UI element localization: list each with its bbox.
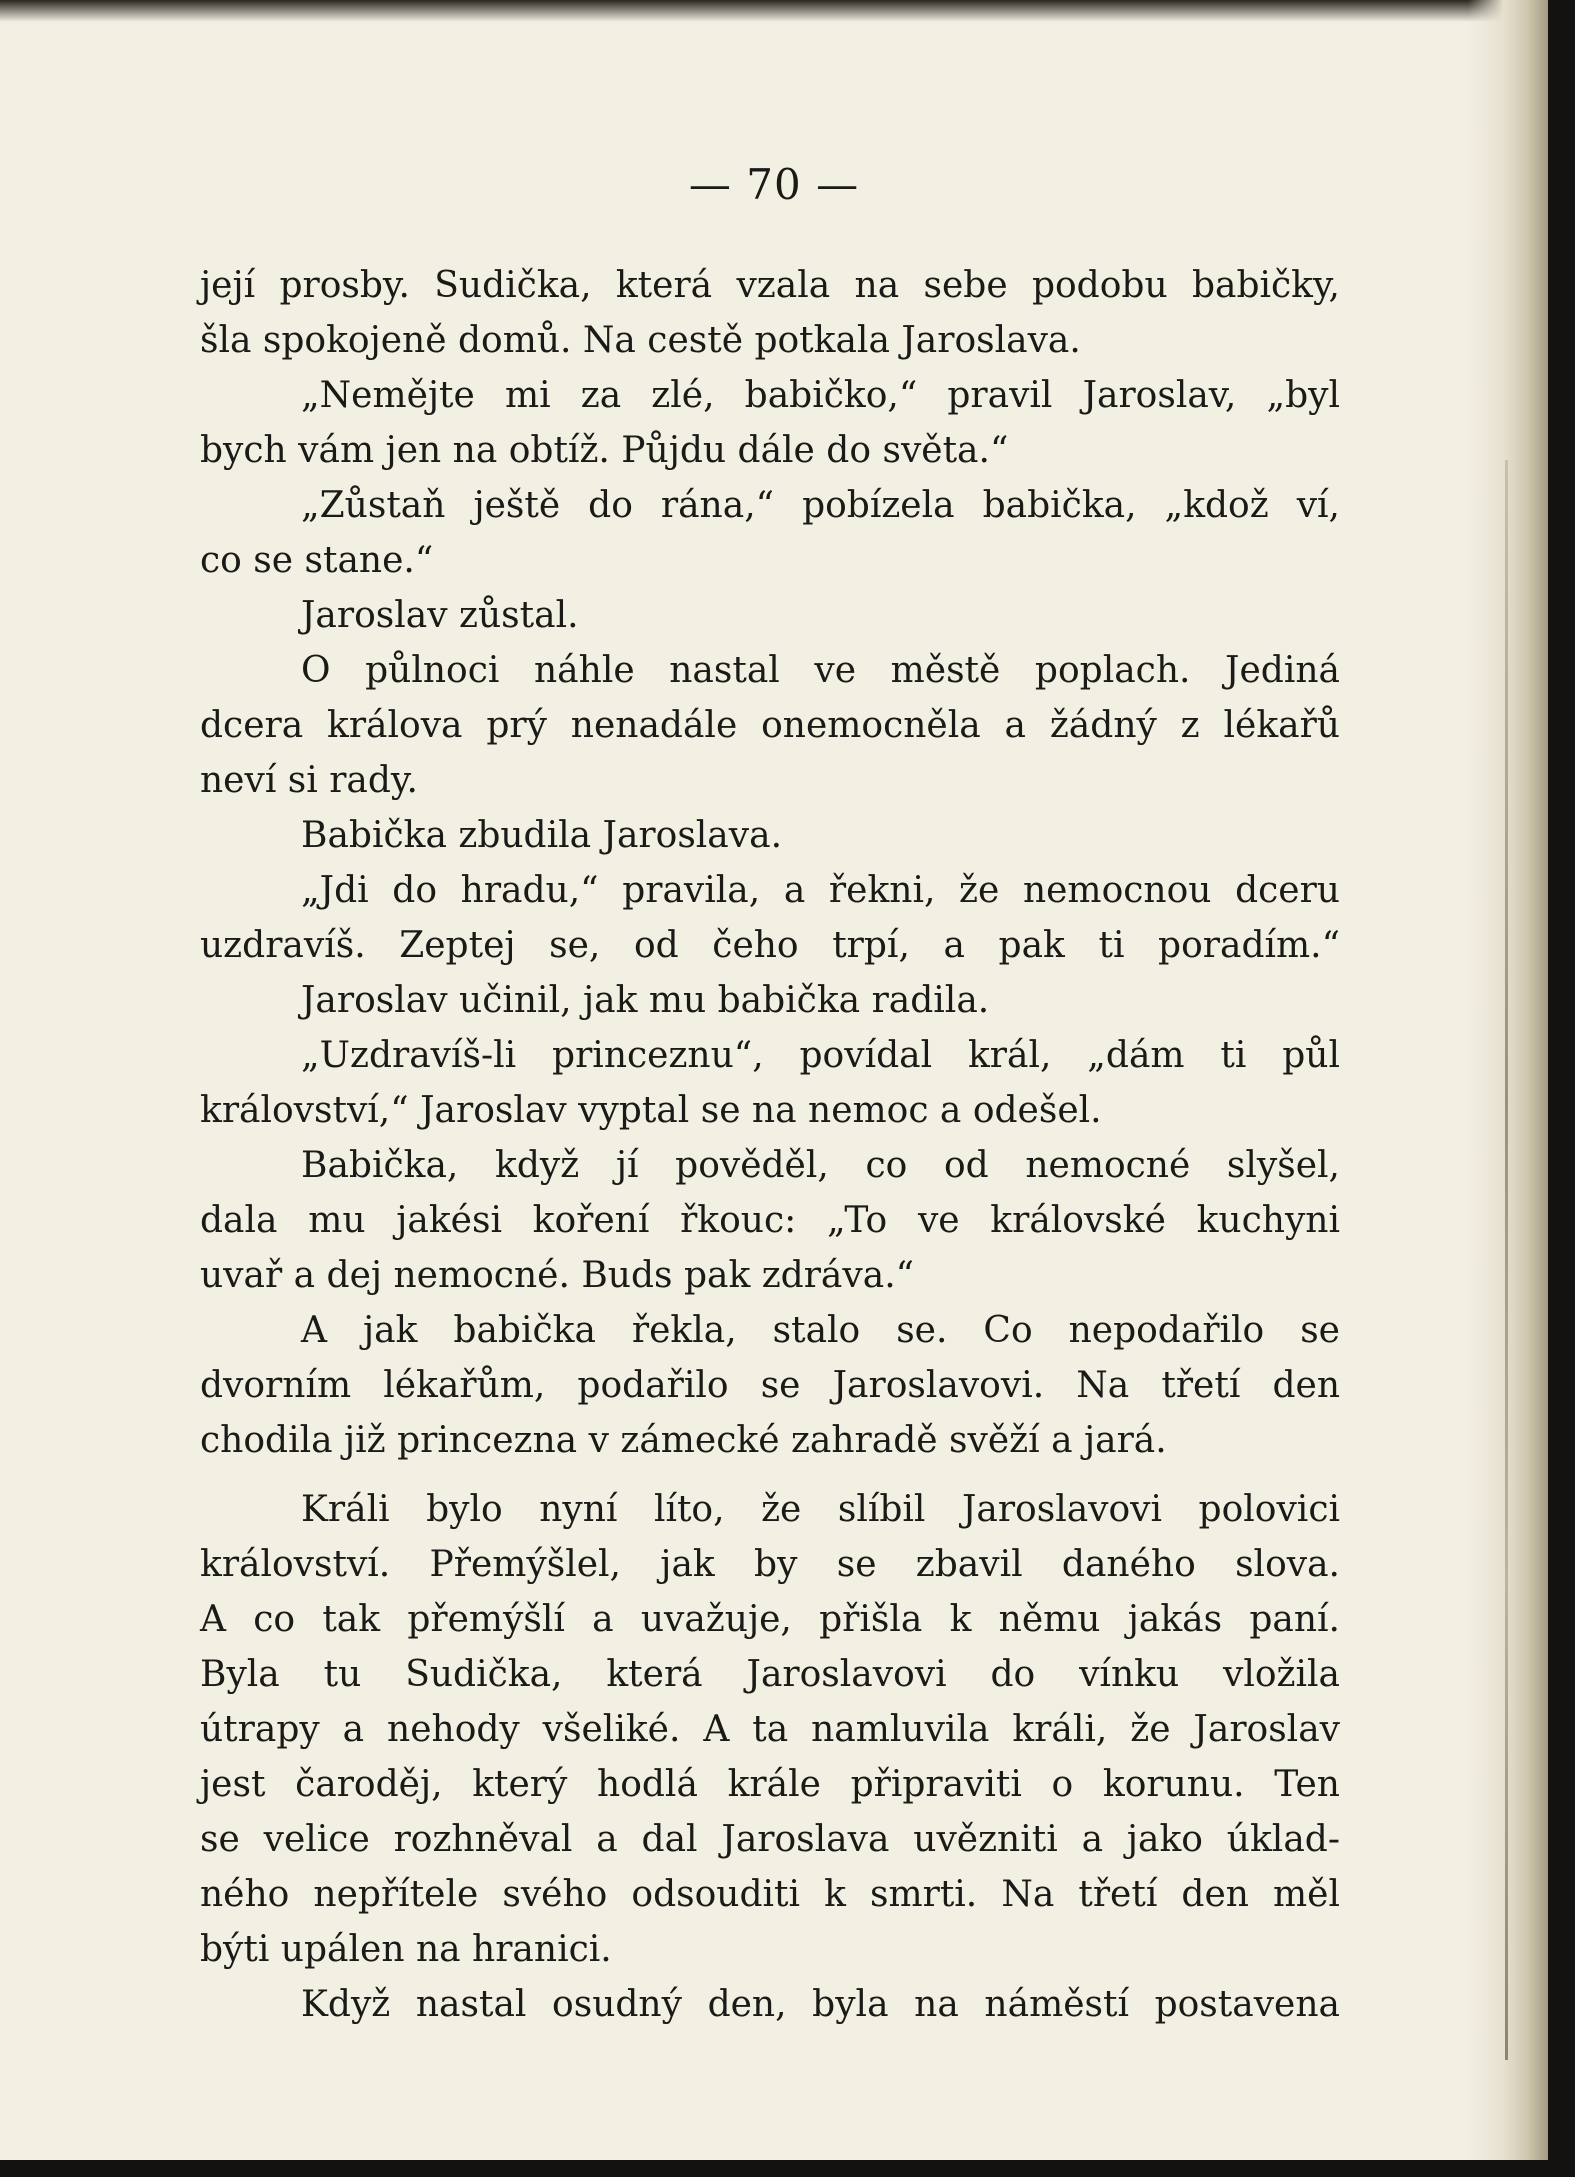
text-line: Byla tu Sudička, která Jaroslavovi do vínku vložila — [200, 1654, 1340, 1695]
text-line: býti upálen na hranici. — [200, 1929, 612, 1970]
text-line: A jak babička řekla, stalo se. Co nepodařilo se — [301, 1310, 1340, 1351]
text-line: „Zůstaň ještě do rána,“ pobízela babička, „kdož ví, — [301, 485, 1340, 526]
text-line: jest čaroděj, který hodlá krále připraviti o korunu. Ten — [200, 1764, 1340, 1805]
text-line: bych vám jen na obtíž. Půjdu dále do světa.“ — [200, 430, 1009, 471]
text-line: šla spokojeně domů. Na cestě potkala Jaroslava. — [200, 320, 1081, 361]
body-text — [200, 258, 1340, 2032]
text-line: A co tak přemýšlí a uvažuje, přišla k němu jakás paní. — [200, 1599, 1340, 1640]
text-line: chodila již princezna v zámecké zahradě svěží a jará. — [200, 1420, 1167, 1461]
text-line: Jaroslav učinil, jak mu babička radila. — [301, 980, 990, 1021]
text-line: Králi bylo nyní líto, že slíbil Jaroslavovi polovici — [301, 1489, 1340, 1530]
binding-edge — [1505, 460, 1508, 2060]
text-line: útrapy a nehody všeliké. A ta namluvila králi, že Jaroslav — [200, 1709, 1340, 1750]
text-line: dala mu jakési koření řkouc: „To ve královské kuchyni — [200, 1200, 1340, 1241]
text-line: dcera králova prý nenadále onemocněla a žádný z lékařů — [200, 705, 1340, 746]
text-line: „Uzdravíš-li princeznu“, povídal král, „dám ti půl — [301, 1035, 1340, 1076]
page-number: — 70 — — [688, 160, 860, 209]
text-line: království,“ Jaroslav vyptal se na nemoc a odešel. — [200, 1090, 1102, 1131]
paragraph-gap — [200, 1468, 1340, 1482]
text-line: neví si rady. — [200, 760, 418, 801]
text-line: Babička zbudila Jaroslava. — [301, 815, 783, 856]
text-line: Babička, když jí pověděl, co od nemocné slyšel, — [301, 1145, 1340, 1186]
text-line: „Jdi do hradu,“ pravila, a řekni, že nemocnou dceru — [301, 870, 1340, 911]
page-binding-gutter — [1468, 0, 1548, 2160]
text-line: království. Přemýšlel, jak by se zbavil daného slova. — [200, 1544, 1340, 1585]
text-line: O půlnoci náhle nastal ve městě poplach. Jediná — [301, 650, 1340, 691]
text-line: uzdravíš. Zeptej se, od čeho trpí, a pak ti poradím.“ — [200, 925, 1340, 966]
text-line: dvorním lékařům, podařilo se Jaroslavovi. Na třetí den — [200, 1365, 1340, 1406]
text-line: Když nastal osudný den, byla na náměstí postavena — [301, 1984, 1340, 2025]
text-line: Jaroslav zůstal. — [301, 595, 579, 636]
text-line: co se stane.“ — [200, 540, 434, 581]
text-line: se velice rozhněval a dal Jaroslava uvězniti a jako úklad- — [200, 1819, 1340, 1860]
text-line: ného nepřítele svého odsouditi k smrti. Na třetí den měl — [200, 1874, 1340, 1915]
text-line: její prosby. Sudička, která vzala na sebe podobu babičky, — [200, 265, 1340, 306]
text-line: „Nemějte mi za zlé, babičko,“ pravil Jaroslav, „byl — [301, 375, 1340, 416]
page-top-shadow — [0, 0, 1548, 22]
text-line: uvař a dej nemocné. Buds pak zdráva.“ — [200, 1255, 915, 1296]
